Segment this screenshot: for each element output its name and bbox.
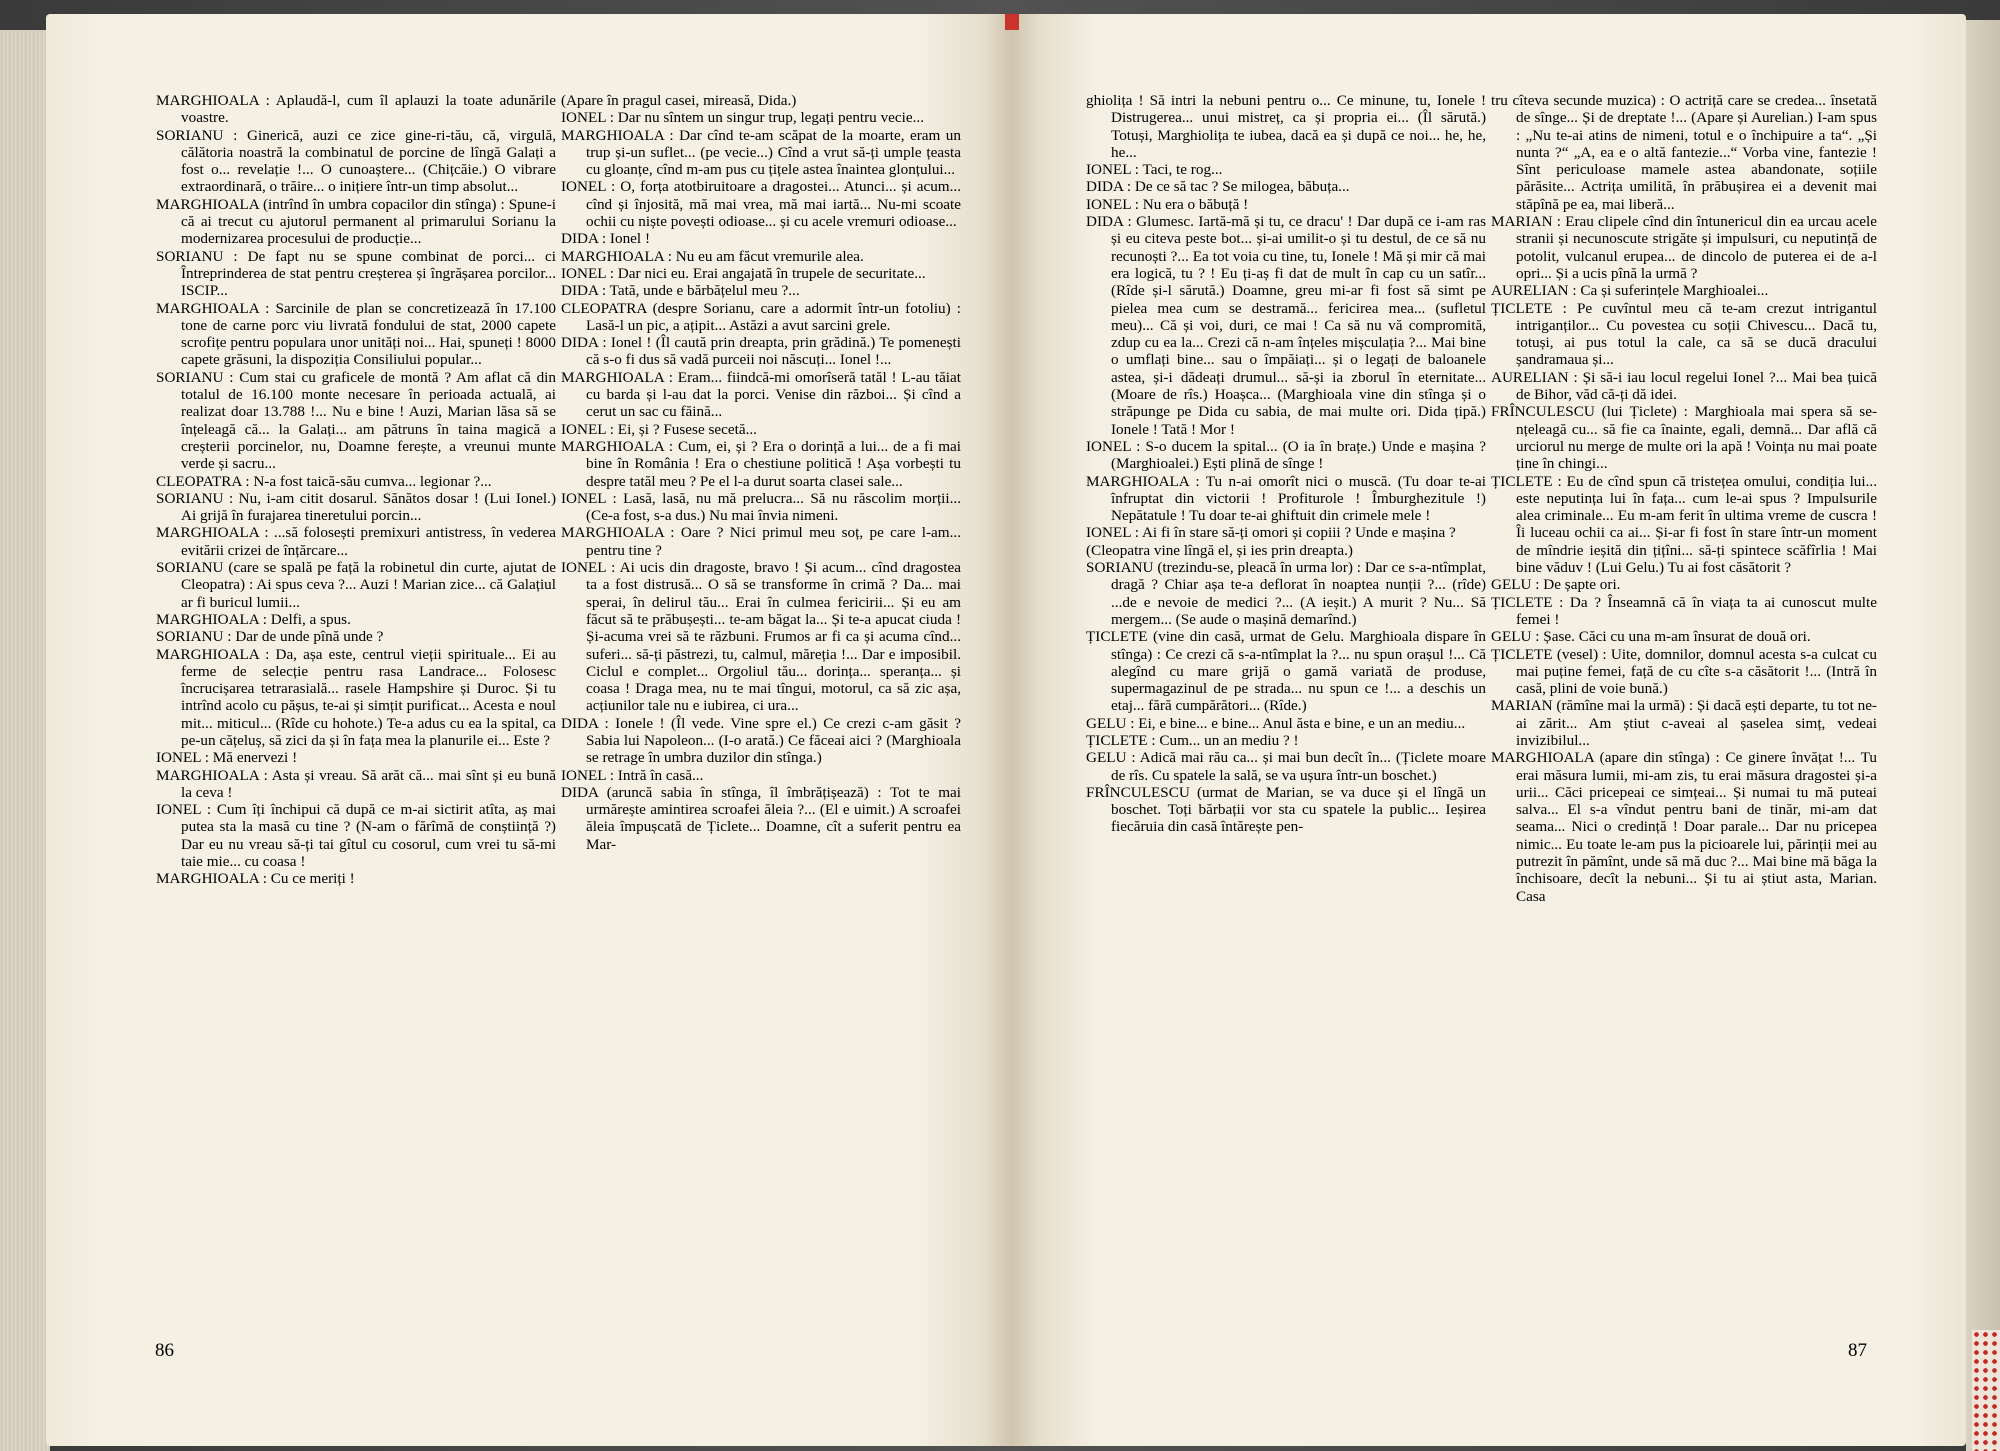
dialogue-paragraph: SORIANU : Dar de unde pînă unde ? <box>156 628 384 646</box>
dialogue-paragraph: DIDA : Tată, unde e bărbățelul meu ?... <box>561 282 800 300</box>
bookmark-ribbon <box>1005 14 1019 30</box>
dialogue-paragraph: (Apare în pragul casei, mireasă, Dida.) <box>561 92 797 109</box>
fabric-corner-pattern <box>1972 1330 2000 1451</box>
dialogue-paragraph: DIDA : De ce să tac ? Se milogea, băbuța... <box>1086 178 1350 196</box>
dialogue-paragraph: DIDA : Ionel ! (Îl caută prin dreapta, prin grădină.) Te pomenești că s-o fi dus să vadă purceii noi născuți... Ionel !... <box>561 334 961 369</box>
dialogue-paragraph: CLEOPATRA (despre Sorianu, care a adormit într-un fotoliu) : Lasă-l un pic, a ațipit... Astăzi a avut sarcini grele. <box>561 299 961 334</box>
dialogue-paragraph: CLEOPATRA : N-a fost taică-său cumva... legionar ?... <box>156 472 492 490</box>
dialogue-paragraph: IONEL : Ei, și ? Fusese secetă... <box>561 420 757 438</box>
page-number-left: 86 <box>155 1340 174 1361</box>
dialogue-paragraph: FRÎNCULESCU (lui Țiclete) : Marghioala mai spera să se-nțeleagă cu... să fie ca înainte, egali, demnă... Dar află că urciorul nu merge de multe ori la apă ! Voința nu mai poate ține în chingi... <box>1491 403 1877 473</box>
dialogue-paragraph: MARGHIOALA : Dar cînd te-am scăpat de la moarte, eram un trup și-un suflet... (pe vecie...) Cînd a vrut să-ți umple țeasta cu gloanțe, cînd m-am pus cu țițele astea înaintea glonțului... <box>561 126 961 179</box>
dialogue-paragraph: MARGHIOALA : Cum, ei, și ? Era o dorință a lui... de a fi mai bine în România ! Era o chestiune politică ! Așa vorbești tu despre tatăl meu ? Pe el l-a durut soarta clasei sale... <box>561 437 961 490</box>
dialogue-paragraph: ghiolița ! Să intri la nebuni pentru o... Ce minune, tu, Ionele ! Distrugerea... unui mistreț, ca și propria ei... (Îl sărută.) Totuși, Marghiolița te iubea, dacă ea și după ce noi... he, he, he... <box>1086 92 1486 161</box>
dialogue-paragraph: ȚICLETE : Eu de cînd spun că tristețea omului, condiția lui... este neputința lui în fața... cum le-ai spus ? Impulsurile alea criminale... Eu m-am ferit în ultima vreme de cuscra ! Îi luceau ochii ca ai... Și-ar fi fost în stare într-un moment de mîndrie ieșită din țițîni... să-ți spintece scăfîrlia ! Mai bine văduv ! (Lui Gelu.) Tu ai fost căsătorit ? <box>1491 472 1877 577</box>
dialogue-paragraph: SORIANU : Ginerică, auzi ce zice gine-ri-tău, că, virgulă, călătoria noastră la combinatul de porcine de lîngă Galați a fost o... revelație !... O cunoaștere... (Chițcăie.) O vibrare extraordinară, o trăire... o inițiere într-un timp absolut... <box>156 126 556 196</box>
left-page-column-2 <box>561 92 961 1332</box>
dialogue-paragraph: MARGHIOALA : Eram... fiindcă-mi omorîseră tatăl ! L-au tăiat cu barda și l-au dat la porci. Venise din război... Și cînd a cerut un sac cu făină... <box>561 368 961 421</box>
dialogue-paragraph: (Cleopatra vine lîngă el, și ies prin dreapta.) <box>1086 541 1353 559</box>
dialogue-paragraph: GELU : De șapte ori. <box>1491 576 1621 594</box>
dialogue-paragraph: ȚICLETE : Cum... un an mediu ? ! <box>1086 731 1299 749</box>
dialogue-paragraph: MARGHIOALA : Oare ? Nici primul meu soț, pe care l-am... pentru tine ? <box>561 524 961 559</box>
dialogue-paragraph: SORIANU : Cum stai cu graficele de montă ? Am aflat că din totalul de 16.100 monte necesare în perioada actuală, ai realizat doar 13.788 !... Nu e bine ! Auzi, Marian lăsa să se înțeleagă că... la Galați... am pătruns în taina magică a creșterii porcinelor, nu, Doamne ferește, a vreunui munte verde și sacru... <box>156 368 556 473</box>
dialogue-paragraph: SORIANU (care se spală pe față la robinetul din curte, ajutat de Cleopatra) : Ai spus ceva ?... Auzi ! Marian zice... că Galațiul ar fi buricul lumii... <box>156 559 556 611</box>
dialogue-paragraph: GELU : Ei, e bine... e bine... Anul ăsta e bine, e un an mediu... <box>1086 714 1466 732</box>
dialogue-paragraph: SORIANU : Nu, i-am citit dosarul. Sănătos dosar ! (Lui Ionel.) Ai grijă în furajarea tineretului porcin... <box>156 489 556 525</box>
dialogue-paragraph: MARIAN : Erau clipele cînd din întunericul din ea urcau acele stranii și necunoscute strigăte și impulsuri, cu neputință de potolit, vulcanul erupea... de dincolo de puterea ei de a-l opri... Și a ucis pînă la urmă ? <box>1491 213 1877 282</box>
dialogue-paragraph: MARGHIOALA : Asta și vreau. Să arăt că... mai sînt și eu bună la ceva ! <box>156 766 556 801</box>
right-page-stack-edge <box>1966 20 2000 1451</box>
dialogue-paragraph: GELU : Adică mai rău ca... și mai bun decît în... (Țiclete moare de rîs. Cu spatele la sală, se va ușura într-un boschet.) <box>1086 749 1486 784</box>
right-page-column-2 <box>1491 92 1877 1332</box>
dialogue-paragraph: ȚICLETE (vesel) : Uite, domnilor, domnul acesta s-a culcat cu mai puține femei, față de cu cîte s-a căsătorit !... (Intră în casă, plini de voie bună.) <box>1491 645 1877 698</box>
dialogue-paragraph: SORIANU (trezindu-se, pleacă în urma lor) : Dar ce s-a-ntîmplat, dragă ? Chiar așa te-a deflorat în noaptea nunții ?... (rîde) ...de e nevoie de medici ?... (A ieșit.) A murit ? Nu... Să mergem... (Se aude o mașină demarînd.) <box>1086 559 1486 628</box>
dialogue-paragraph: tru cîteva secunde muzica) : O actriță care se credea... însetată de sînge... Și de dreptate !... (Apare și Aurelian.) I-am spus : „Nu te-ai atins de nimeni, totul e o închipuire a ta“. „Și nunta ?“ „A, ea e o altă fantezie...“ Vorba vine, fantezie ! Sînt periculoase mamele astea abandonate, soțiile părăsite... Actrița umilită, în prăbușirea ei a devenit mai stăpînă pe ea, mai liberă... <box>1491 92 1877 213</box>
dialogue-paragraph: AURELIAN : Și să-i iau locul regelui Ionel ?... Mai bea țuică de Bihor, văd că-ți dă idei. <box>1491 368 1877 404</box>
dialogue-paragraph: MARGHIOALA : Da, așa este, centrul vieții spirituale... Ei au ferme de selecție pentru rasa Landrace... Folosesc încrucișarea tetrarasială... rasele Hampshire și Duroc. Și tu intrînd acolo cu pășus, te-ai și simțit purificat... Acesta e noul mit... miticul... (Rîde cu hohote.) Te-a adus cu ea la spital, ca pe-un cățeluș, să zici da și în fața mea la planurile ei... Este ? <box>156 645 556 749</box>
dialogue-paragraph: IONEL : Taci, te rog... <box>1086 161 1223 179</box>
dialogue-paragraph: MARIAN (rămîne mai la urmă) : Și dacă ești departe, tu tot ne-ai zărit... Am știut c-aveai al șaselea simț, vedeai invizibilul... <box>1491 697 1877 749</box>
dialogue-paragraph: GELU : Șase. Căci cu una m-am însurat de două ori. <box>1491 628 1811 646</box>
dialogue-paragraph: IONEL : Lasă, lasă, nu mă prelucra... Să nu răscolim morții... (Ce-a fost, s-a dus.) Nu mai învia nimeni. <box>561 489 961 525</box>
left-page-column-1 <box>156 92 556 1332</box>
dialogue-paragraph: IONEL : O, forța atotbiruitoare a dragostei... Atunci... și acum... cînd și înjosită, mă mai vrea, mă mai iartă... Nu-mi scoate ochii cu niște povești odioase... și cu acele vremuri odioase... <box>561 178 961 231</box>
dialogue-paragraph: MARGHIOALA : Cu ce meriți ! <box>156 870 355 888</box>
dialogue-paragraph: AURELIAN : Ca și suferințele Marghioalei... <box>1491 282 1769 300</box>
page-number-right: 87 <box>1848 1340 1867 1361</box>
left-page-stack-edge <box>0 30 50 1451</box>
dialogue-paragraph: MARGHIOALA : Tu n-ai omorît nici o muscă. (Tu doar te-ai înfruptat din victorii ! Profiturole ! Îmburghezitule !) Nepătatule ! Tu doar te-ai ghiftuit din crimele mele ! <box>1086 472 1486 525</box>
dialogue-paragraph: SORIANU : De fapt nu se spune combinat de porci... ci Întreprinderea de stat pentru creșterea și îngrășarea porcilor... ISCIP... <box>156 247 556 300</box>
dialogue-paragraph: MARGHIOALA : Nu eu am făcut vremurile alea. <box>561 247 864 265</box>
dialogue-paragraph: IONEL : Nu era o băbuță ! <box>1086 195 1249 213</box>
dialogue-paragraph: ȚICLETE : Pe cuvîntul meu că te-am crezut intrigantul intriganților... Cu povestea cu soții Chivescu... Dacă tu, totuși, ai pus totul la cale, ca să se ducă dracului șandramaua și... <box>1491 299 1877 369</box>
dialogue-paragraph: IONEL : Ai fi în stare să-ți omori și copiii ? Unde e mașina ? <box>1086 524 1456 542</box>
dialogue-paragraph: IONEL : Dar nu sîntem un singur trup, legați pentru vecie... <box>561 109 925 127</box>
dialogue-paragraph: MARGHIOALA (intrînd în umbra copacilor din stînga) : Spune-i că ai trecut cu ajutorul permanent al primarului Sorianu la modernizarea procesului de producție... <box>156 195 556 248</box>
dialogue-paragraph: IONEL : Mă enervezi ! <box>156 749 298 767</box>
dialogue-paragraph: IONEL : Cum îți închipui că după ce m-ai sictirit atîta, aș mai putea sta la masă cu tine ? (N-am o fărîmă de conștiință ?) Dar eu nu vreau să-ți tai gîtul cu cosorul, cum vrei tu să-mi taie mie... cu coasa ! <box>156 801 556 871</box>
dialogue-paragraph: DIDA : Glumesc. Iartă-mă și tu, ce dracu' ! Dar după ce i-am ras și eu citeva peste bot... și-ai umilit-o și tu destul, de ce să nu recunoști ?... Ea tot voia cu tine, tu, Ionele ! Mă și mir că mai era logică, tu ? ! Eu ți-aș fi dat de mult în cap cu un satîr... (Rîde și-l sărută.) Doamne, greu mi-ar fi fost să simt pe pielea mea cum se destramă... fericirea mea... (sufletul meu)... Că și voi, duri, ce mai ! Ca să nu vă compromită, zdup cu ea la... Crezi că n-am înțeles mișculația ?... Mai bine o umflați bine... sau o împăiați... și o legați de baloanele astea, și-i dădeați drumul... să-și ia zborul în eternitate... (Moare de rîs.) Hoașca... (Marghioala vine din stînga și o străpunge pe Dida cu sabia, de mai multe ori. Dida țipă.) Ionele ! Tată ! Mor ! <box>1086 213 1486 438</box>
dialogue-paragraph: MARGHIOALA : Aplaudă-l, cum îl aplauzi la toate adunările voastre. <box>156 92 556 127</box>
dialogue-paragraph: ȚICLETE (vine din casă, urmat de Gelu. Marghioala dispare în stînga) : Ce crezi că s-a-ntîmplat la ?... nu spun orașul !... Că alegînd cu mare grijă o gamă variată de produse, supermagazinul de pe strada... nu spun ce !... a deschis un etaj... fără cumpărători... (Rîde.) <box>1086 628 1486 715</box>
dialogue-paragraph: IONEL : Ai ucis din dragoste, bravo ! Și acum... cînd dragostea ta a fost distrusă... O să se transforme în crimă ? Da... mai sperai, în delirul tău... Erai în culmea fericirii... Și eu am făcut să te prăbușești... te-am băgat la... Și te-a apucat ciuda ! Și-acuma vrei să te răzbuni. Frumos ar fi ca și acuma cînd... suferi... să-ți păstrezi, tu, calmul, măreția !... Dar e imposibil. Ciclul e complet... Orgoliul tău... dorința... speranța... și coasa ! Draga mea, nu te mai tîngui, motorul, ca să zic așa, acțiunilor tale nu e iubirea, ci ura... <box>561 559 961 715</box>
dialogue-paragraph: ȚICLETE : Da ? Înseamnă că în viața ta ai cunoscut multe femei ! <box>1491 593 1877 628</box>
dialogue-paragraph: MARGHIOALA : Sarcinile de plan se concretizează în 17.100 tone de carne porc viu livrată fondului de stat, 2000 capete scrofițe pentru populara unor unități noi... Hai, spuneți ! 8000 capete grăsuni, la dispoziția Consiliului popular... <box>156 299 556 369</box>
dialogue-paragraph: FRÎNCULESCU (urmat de Marian, se va duce și el lîngă un boschet. Toți bărbații vor sta cu spatele la public... Ieșirea fiecăruia din casă întărește pen- <box>1086 783 1486 836</box>
dialogue-paragraph: DIDA : Ionele ! (Îl vede. Vine spre el.) Ce crezi c-am găsit ? Sabia lui Napoleon... (I-o arată.) Ce făceai aici ? (Marghioala se retrage în umbra duzilor din stînga.) <box>561 714 961 767</box>
dialogue-paragraph: MARGHIOALA (apare din stînga) : Ce ginere învățat !... Tu erai măsura lumii, mi-am zis, tu erai măsura dragostei și-a urii... Căci pricepeai ce simțeai... Și numai tu mă puteai salva... El s-a vîndut pentru bani de tinăr, mi-am dat seama... Nici o credință ! Doar parale... Dar nu pricepea nimic... Eu toate le-am pus la picioarele lui, părinții mei au putrezit în pămînt, unde să mă duc ?... Mai bine mă băga la închisoare, decît la nebuni... Și tu ai știut asta, Marian. Casa <box>1491 749 1877 905</box>
dialogue-paragraph: MARGHIOALA : Delfi, a spus. <box>156 610 351 628</box>
dialogue-paragraph: IONEL : Dar nici eu. Erai angajată în trupele de securitate... <box>561 264 926 282</box>
right-page-column-1 <box>1086 92 1486 1332</box>
dialogue-paragraph: IONEL : S-o ducem la spital... (O ia în brațe.) Unde e mașina ? (Marghioalei.) Ești plină de sînge ! <box>1086 437 1486 473</box>
dialogue-paragraph: DIDA : Ionel ! <box>561 230 650 248</box>
dialogue-paragraph: DIDA (aruncă sabia în stînga, îl îmbrățișează) : Tot te mai urmărește amintirea scroafei ăleia ?... (El e uimit.) A scroafei ăleia împușcată de Țiclete... Doamne, cît a suferit pentru ea Mar- <box>561 783 961 853</box>
dialogue-paragraph: MARGHIOALA : ...să folosești premixuri antistress, în vederea evitării crizei de înțărcare... <box>156 524 556 559</box>
dialogue-paragraph: IONEL : Intră în casă... <box>561 766 704 784</box>
